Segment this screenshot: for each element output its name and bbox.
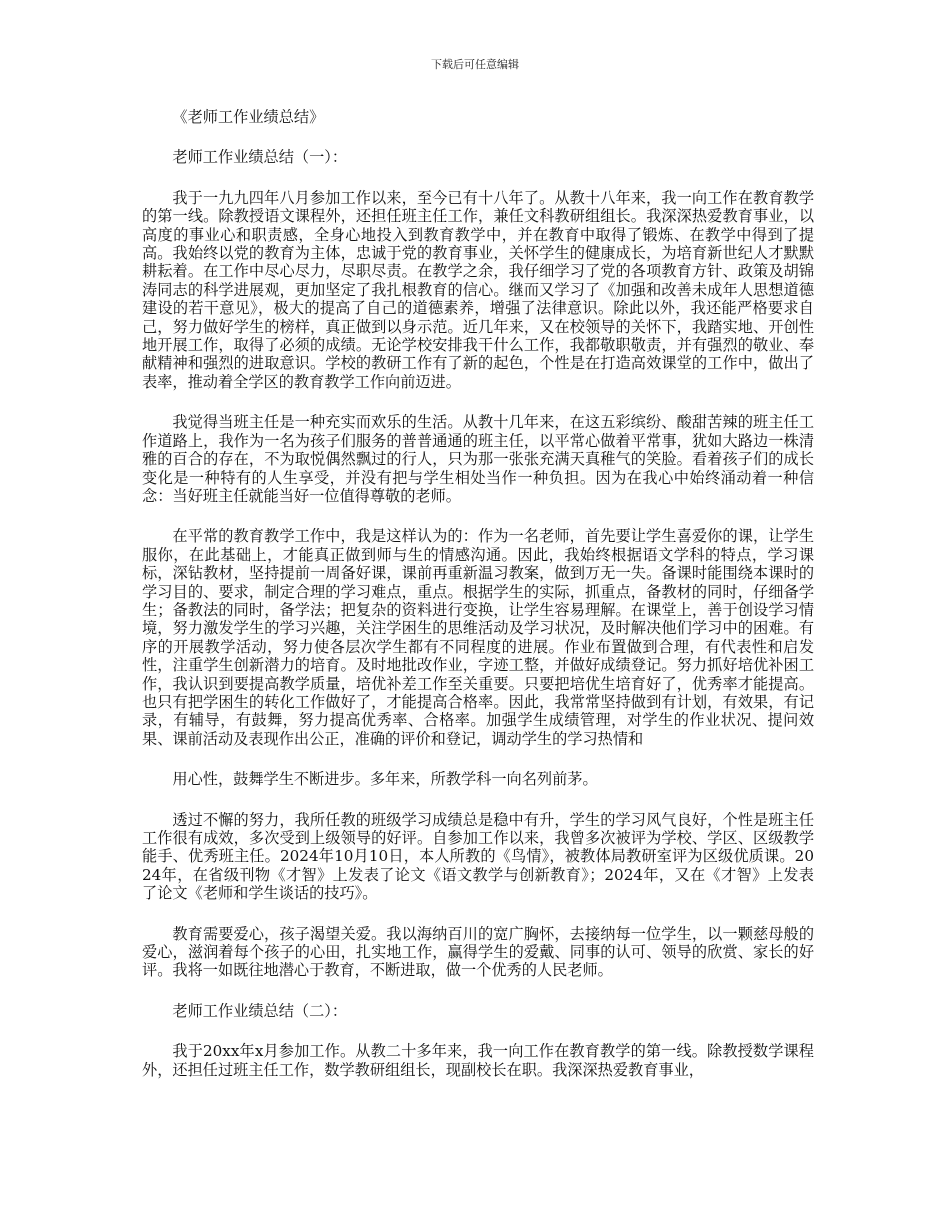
document-body xyxy=(142,108,814,1101)
page-header-note: 下载后可任意编辑 xyxy=(431,58,519,71)
paragraph: 教育需要爱心，孩子渴望关爱。我以海纳百川的宽广胸怀，去接纳每一位学生，以一颗慈母般的爱心，滋润着每个孩子的心田，扎实地工作，赢得学生的爱戴、同事的认可、领导的欣赏、家长的好评。我将一如既往地潜心于教育，不断进取，做一个优秀的人民老师。 xyxy=(142,924,814,980)
paragraph: 我觉得当班主任是一种充实而欢乐的生活。从教十几年来，在这五彩缤纷、酸甜苦辣的班主任工作道路上，我作为一名为孩子们服务的普普通通的班主任，以平常心做着平常事，犹如大路边一株清雅的百合的存在，不为取悦偶然飘过的行人，只为那一张张充满天真稚气的笑脸。看着孩子们的成长变化是一种特有的人生享受，并没有把与学生相处当作一种负担。因为在我心中始终涌动着一种信念：当好班主任就能当好一位值得尊敬的老师。 xyxy=(142,413,814,505)
paragraph: 在平常的教育教学工作中，我是这样认为的：作为一名老师，首先要让学生喜爱你的课，让学生服你，在此基础上，才能真正做到师与生的情感沟通。因此，我始终根据语文学科的特点，学习课标，深钻教材，坚持提前一周备好课，课前再重新温习教案，做到万无一失。备课时能围绕本课时的学习目的、要求，制定合理的学习难点，重点。根据学生的实际，抓重点，备教材的同时，仔细备学生；备教法的同时，备学法；把复杂的资料进行变换，让学生容易理解。在课堂上，善于创设学习情境，努力激发学生的学习兴趣，关注学困生的思维活动及学习状况，及时解决他们学习中的困难。有序的开展教学活动，努力使各层次学生都有不同程度的进展。作业布置做到合理，有代表性和启发性，注重学生创新潜力的培育。及时地批改作业，字迹工整，并做好成绩登记。努力抓好培优补困工作，我认识到要提高教学质量，培优补差工作至关重要。只要把培优生培育好了，优秀率才能提高。也只有把学困生的转化工作做好了，才能提高合格率。因此，我常常坚持做到有计划，有效果，有记录，有辅导，有鼓舞，努力提高优秀率、合格率。加强学生成绩管理，对学生的作业状况、提问效果、课前活动及表现作出公正，准确的评价和登记，调动学生的学习热情和 xyxy=(142,527,814,748)
paragraph: 用心性，鼓舞学生不断进步。多年来，所教学科一向名列前茅。 xyxy=(172,770,598,789)
section-heading-one: 老师工作业绩总结（一）： xyxy=(172,148,348,167)
paragraph: 我于20xx年x月参加工作。从教二十多年来，我一向工作在教育教学的第一线。除教授数学课程外，还担任过班主任工作，数学教研组组长，现副校长在职。我深深热爱教育事业， xyxy=(142,1042,814,1079)
paragraph: 我于一九九四年八月参加工作以来，至今已有十八年了。从教十八年来，我一向工作在教育教学的第一线。除教授语文课程外，还担任班主任工作，兼任文科教研组组长。我深深热爱教育事业，以高度的事业心和职责感，全身心地投入到教育教学中，并在教育中取得了锻炼、在教学中得到了提高。我始终以党的教育为主体，忠诚于党的教育事业，关怀学生的健康成长，为培育新世纪人才默默耕耘着。在工作中尽心尽力，尽职尽责。在教学之余，我仔细学习了党的各项教育方针、政策及胡锦涛同志的科学进展观，更加坚定了我扎根教育的信心。继而又学习了《加强和改善未成年人思想道德建设的若干意见》，极大的提高了自己的道德素养，增强了法律意识。除此以外，我还能严格要求自己，努力做好学生的榜样，真正做到以身示范。近几年来，又在校领导的关怀下，我踏实地、开创性地开展工作，取得了必须的成绩。无论学校安排我干什么工作，我都敬职敬责，并有强烈的敬业、奉献精神和强烈的进取意识。学校的教研工作有了新的起色，个性是在打造高效课堂的工作中，做出了表率，推动着全学区的教育教学工作向前迈进。 xyxy=(142,188,814,391)
document-title: 《老师工作业绩总结》 xyxy=(172,108,325,126)
section-heading-two: 老师工作业绩总结（二）： xyxy=(172,1001,348,1020)
paragraph: 透过不懈的努力，我所任教的班级学习成绩总是稳中有升，学生的学习风气良好，个性是班主任工作很有成效，多次受到上级领导的好评。自参加工作以来，我曾多次被评为学校、学区、区级教学能手、优秀班主任。2024年10月10日，本人所教的《鸟情》，被教体局教研室评为区级优质课。2024年，在省级刊物《才智》上发表了论文《语文教学与创新教育》；2024年，又在《才智》上发表了论文《老师和学生谈话的技巧》。 xyxy=(142,810,814,903)
